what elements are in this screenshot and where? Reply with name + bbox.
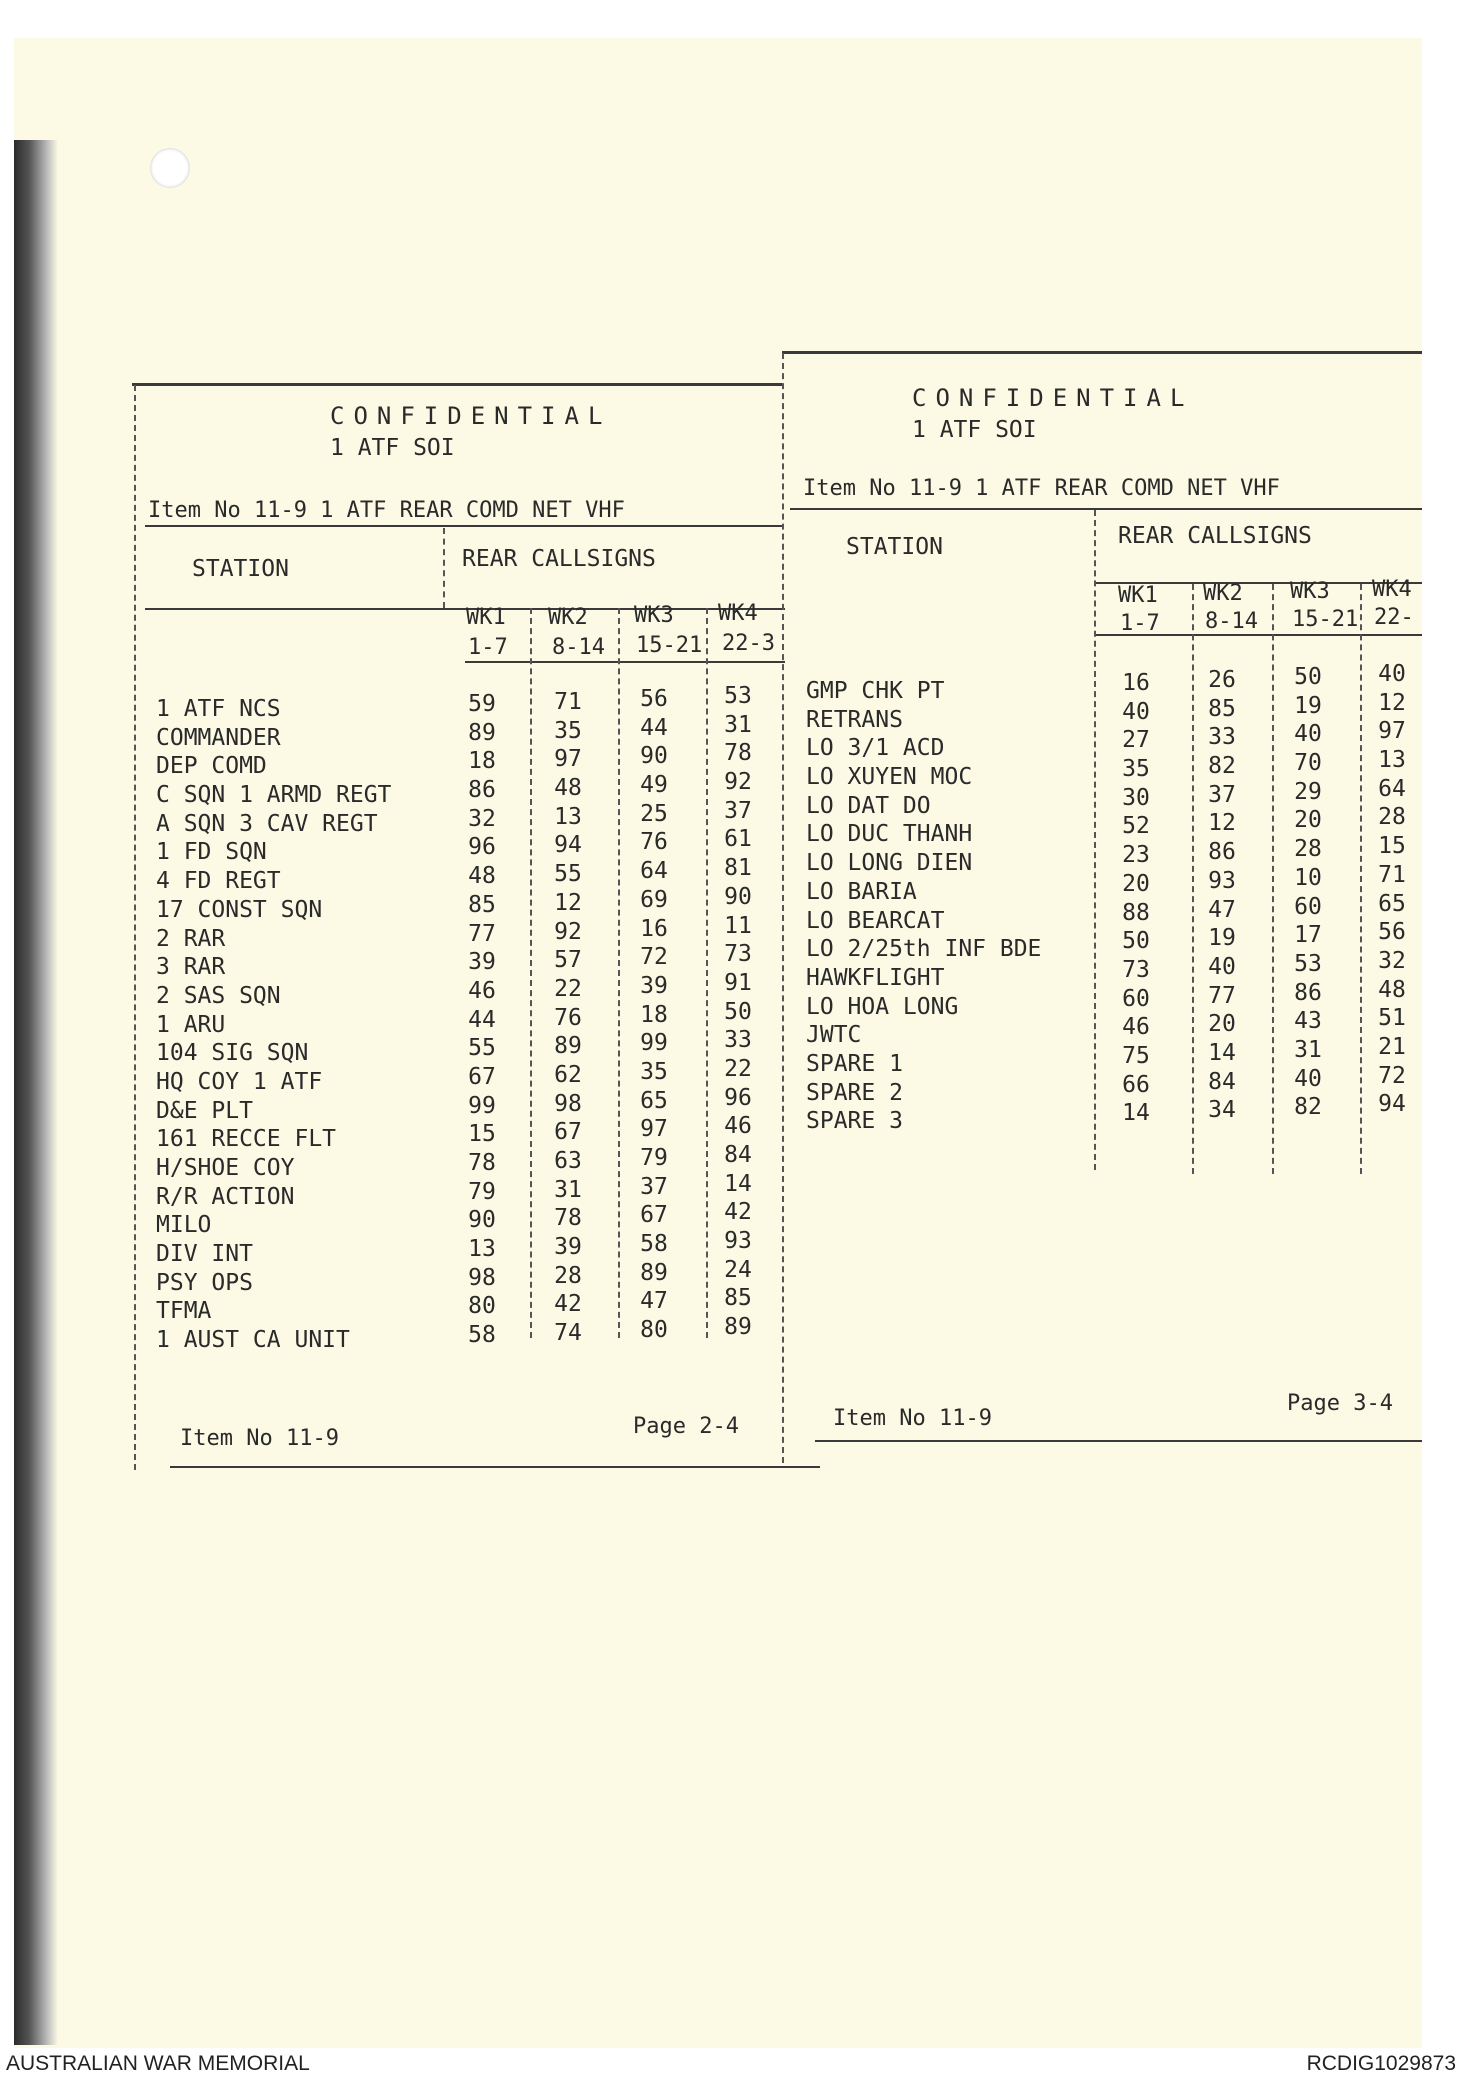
wk3-callsign: 16 — [640, 915, 668, 942]
wk2-callsign: 86 — [1208, 839, 1236, 866]
wk4-callsign: 97 — [1378, 718, 1406, 745]
wk3-callsign: 19 — [1294, 692, 1322, 719]
wk2-callsign: 98 — [554, 1090, 582, 1117]
wk3-callsign-column — [1286, 663, 1330, 1122]
week-days-wk3: 15-21 — [1292, 607, 1359, 632]
punch-hole — [150, 148, 190, 188]
wk1-callsign: 52 — [1122, 813, 1150, 840]
station-row: LO DUC THANH — [806, 821, 973, 848]
station-row: LO LONG DIEN — [806, 850, 973, 877]
wk1-callsign: 96 — [468, 834, 496, 861]
wk2-callsign: 63 — [554, 1148, 582, 1174]
wk4-callsign: 72 — [1378, 1062, 1406, 1089]
station-row: A SQN 3 CAV REGT — [156, 810, 378, 837]
wk4-callsign-column — [716, 682, 760, 1342]
station-list — [806, 677, 1041, 1136]
wk2-callsign: 40 — [1208, 953, 1236, 980]
wk1-callsign: 23 — [1122, 842, 1150, 869]
station-header: STATION — [192, 556, 289, 582]
station-row: 3 RAR — [156, 954, 226, 981]
panel-left-header-rule — [145, 525, 783, 527]
wk1-callsign: 32 — [468, 805, 496, 832]
wk1-callsign: 75 — [1122, 1042, 1150, 1069]
wk4-callsign: 33 — [724, 1027, 752, 1054]
wk3-callsign: 60 — [1294, 893, 1322, 920]
soi-heading: 1 ATF SOI — [912, 417, 1037, 443]
wk2-callsign: 12 — [554, 889, 582, 916]
wk3-callsign: 72 — [640, 944, 668, 971]
station-row: 104 SIG SQN — [156, 1040, 309, 1067]
wk4-callsign: 48 — [1378, 976, 1406, 1003]
station-row: 2 SAS SQN — [156, 982, 281, 1009]
wk3-callsign: 40 — [1294, 1065, 1322, 1092]
station-row: HQ COY 1 ATF — [156, 1068, 323, 1095]
wk2-callsign: 28 — [554, 1262, 582, 1289]
station-row: 2 RAR — [156, 925, 226, 952]
wk3-callsign: 65 — [640, 1087, 668, 1114]
wk4-callsign: 81 — [724, 855, 752, 882]
wk1-callsign: 44 — [468, 1006, 496, 1033]
wk3-callsign: 76 — [640, 829, 668, 856]
wk2-callsign: 37 — [1208, 781, 1236, 808]
confidential-heading: CONFIDENTIAL — [330, 402, 612, 430]
wk3-callsign: 37 — [640, 1173, 668, 1200]
station-row: PSY OPS — [156, 1269, 253, 1296]
wk1-callsign: 48 — [468, 863, 496, 890]
wk2-callsign: 26 — [1208, 667, 1236, 693]
station-row: SPARE 1 — [806, 1050, 903, 1077]
wk2-callsign-column — [546, 688, 590, 1348]
soi-heading: 1 ATF SOI — [330, 435, 455, 461]
wk2-callsign: 76 — [554, 1004, 582, 1031]
wk4-callsign: 71 — [1378, 861, 1406, 888]
station-row: MILO — [156, 1212, 212, 1239]
wk1-callsign: 60 — [1122, 985, 1150, 1012]
wk2-callsign: 71 — [554, 689, 582, 715]
week-label-wk3: WK3 — [634, 603, 674, 628]
wk1-callsign: 77 — [468, 920, 496, 947]
station-row: 1 FD SQN — [156, 839, 267, 866]
station-row: 1 ATF NCS — [156, 696, 281, 722]
wk4-callsign: 14 — [724, 1170, 752, 1197]
item-line: Item No 11-9 1 ATF REAR COMD NET VHF — [803, 476, 1280, 501]
station-row: GMP CHK PT — [806, 678, 945, 704]
wk4-callsign: 89 — [724, 1314, 752, 1341]
page-number: Page 2-4 — [633, 1414, 739, 1439]
wk2-callsign: 89 — [554, 1033, 582, 1060]
panel-left-left-border — [134, 385, 136, 1470]
wk4-callsign: 46 — [724, 1113, 752, 1140]
archive-credit: AUSTRALIAN WAR MEMORIAL — [6, 2052, 310, 2075]
wk3-callsign: 17 — [1294, 922, 1322, 949]
wk1-callsign: 35 — [1122, 756, 1150, 783]
wk4-callsign: 53 — [724, 683, 752, 709]
wk3-callsign: 18 — [640, 1001, 668, 1028]
wk1-callsign: 79 — [468, 1178, 496, 1205]
wk1-callsign: 39 — [468, 949, 496, 976]
station-row: R/R ACTION — [156, 1183, 295, 1210]
panel-right-wk-divider-2 — [1272, 584, 1274, 1174]
callsigns-header: REAR CALLSIGNS — [1118, 523, 1312, 549]
station-row: 161 RECCE FLT — [156, 1126, 337, 1153]
station-row: LO XUYEN MOC — [806, 764, 973, 791]
week-days-wk2: 8-14 — [552, 635, 605, 660]
wk3-callsign: 53 — [1294, 950, 1322, 977]
callsigns-header: REAR CALLSIGNS — [462, 546, 656, 572]
panel-right-bottom-border — [815, 1440, 1422, 1442]
station-row: LO 2/25th INF BDE — [806, 936, 1042, 963]
panel-right-wk-divider-1 — [1192, 584, 1194, 1174]
wk2-callsign: 94 — [554, 832, 582, 859]
wk4-callsign: 21 — [1378, 1033, 1406, 1060]
station-row: 17 CONST SQN — [156, 896, 323, 923]
week-days-wk2: 8-14 — [1205, 609, 1258, 634]
station-row: D&E PLT — [156, 1097, 253, 1124]
wk2-callsign: 33 — [1208, 724, 1236, 751]
week-label-wk1: WK1 — [1118, 583, 1158, 608]
week-days-wk4: 22- — [1374, 605, 1414, 630]
wk1-callsign-column — [1114, 669, 1158, 1128]
wk4-callsign: 64 — [1378, 775, 1406, 802]
wk1-callsign: 88 — [1122, 899, 1150, 926]
station-row: COMMANDER — [156, 724, 281, 751]
wk4-callsign: 22 — [724, 1055, 752, 1082]
week-days-wk1: 1-7 — [1120, 611, 1160, 636]
wk1-callsign: 99 — [468, 1092, 496, 1119]
footer-item-number: Item No 11-9 — [833, 1406, 992, 1431]
wk3-callsign: 49 — [640, 772, 668, 799]
wk3-callsign: 89 — [640, 1259, 668, 1286]
wk3-callsign: 64 — [640, 858, 668, 885]
wk4-callsign: 78 — [724, 740, 752, 767]
wk2-callsign: 31 — [554, 1176, 582, 1203]
station-row: 4 FD REGT — [156, 868, 281, 895]
wk3-callsign: 50 — [1294, 664, 1322, 690]
wk2-callsign: 20 — [1208, 1011, 1236, 1038]
footer-item-number: Item No 11-9 — [180, 1426, 339, 1451]
wk3-callsign: 80 — [640, 1317, 668, 1344]
week-days-wk3: 15-21 — [636, 633, 703, 658]
wk1-callsign: 55 — [468, 1035, 496, 1062]
wk4-callsign: 93 — [724, 1228, 752, 1255]
wk3-callsign: 86 — [1294, 979, 1322, 1006]
wk2-callsign: 13 — [554, 803, 582, 830]
week-label-wk4: WK4 — [1372, 577, 1412, 602]
wk4-callsign: 73 — [724, 941, 752, 968]
panel-right-station-divider — [1094, 510, 1096, 1170]
wk3-callsign: 69 — [640, 886, 668, 913]
wk1-callsign: 18 — [468, 748, 496, 775]
wk1-callsign: 90 — [468, 1207, 496, 1234]
wk4-callsign: 56 — [1378, 919, 1406, 946]
wk3-callsign: 58 — [640, 1231, 668, 1258]
week-label-wk1: WK1 — [466, 605, 506, 630]
station-row: LO HOA LONG — [806, 993, 959, 1020]
wk3-callsign: 25 — [640, 800, 668, 827]
wk2-callsign: 92 — [554, 918, 582, 945]
panel-left-wk-divider-3 — [706, 608, 708, 1338]
wk2-callsign: 57 — [554, 947, 582, 974]
wk3-callsign: 79 — [640, 1145, 668, 1171]
wk3-callsign: 47 — [640, 1288, 668, 1315]
wk4-callsign: 11 — [724, 912, 752, 939]
wk4-callsign: 50 — [724, 998, 752, 1025]
wk4-callsign: 51 — [1378, 1005, 1406, 1032]
wk2-callsign: 12 — [1208, 810, 1236, 837]
wk3-callsign: 70 — [1294, 750, 1322, 777]
station-list — [156, 695, 391, 1355]
panel-left-column-head-rule — [145, 608, 785, 610]
wk2-callsign: 47 — [1208, 896, 1236, 923]
wk2-callsign: 78 — [554, 1205, 582, 1232]
wk2-callsign: 48 — [554, 775, 582, 802]
week-days-wk1: 1-7 — [468, 635, 508, 660]
wk4-callsign: 85 — [724, 1285, 752, 1312]
wk1-callsign: 13 — [468, 1236, 496, 1263]
wk1-callsign: 86 — [468, 777, 496, 804]
station-row: 1 AUST CA UNIT — [156, 1327, 350, 1354]
wk1-callsign: 46 — [1122, 1014, 1150, 1041]
wk4-callsign: 13 — [1378, 747, 1406, 774]
station-row: HAWKFLIGHT — [806, 964, 945, 991]
wk3-callsign: 35 — [640, 1058, 668, 1085]
wk3-callsign: 10 — [1294, 864, 1322, 891]
wk4-callsign: 42 — [724, 1199, 752, 1226]
wk1-callsign: 67 — [468, 1063, 496, 1090]
week-label-wk3: WK3 — [1290, 579, 1330, 604]
wk1-callsign: 59 — [468, 691, 496, 717]
wk2-callsign: 77 — [1208, 982, 1236, 1009]
wk4-callsign: 91 — [724, 969, 752, 996]
wk4-callsign: 92 — [724, 769, 752, 796]
station-row: SPARE 3 — [806, 1108, 903, 1135]
wk4-callsign: 61 — [724, 826, 752, 853]
station-row: DIV INT — [156, 1241, 253, 1268]
item-line: Item No 11-9 1 ATF REAR COMD NET VHF — [148, 498, 625, 523]
wk2-callsign: 39 — [554, 1234, 582, 1261]
wk1-callsign-column — [460, 690, 504, 1350]
station-row: H/SHOE COY — [156, 1155, 295, 1181]
station-row: TFMA — [156, 1298, 212, 1325]
wk3-callsign: 90 — [640, 743, 668, 770]
station-row: LO BEARCAT — [806, 907, 945, 934]
station-row: C SQN 1 ARMD REGT — [156, 782, 392, 809]
wk3-callsign: 44 — [640, 714, 668, 741]
wk1-callsign: 66 — [1122, 1071, 1150, 1098]
wk3-callsign: 28 — [1294, 836, 1322, 863]
wk4-callsign: 28 — [1378, 804, 1406, 831]
panel-left-week-rule — [465, 661, 785, 663]
wk2-callsign: 22 — [554, 975, 582, 1002]
week-label-wk2: WK2 — [1203, 581, 1243, 606]
wk1-callsign: 73 — [1122, 956, 1150, 983]
wk3-callsign: 56 — [640, 686, 668, 712]
scan-edge-shadow — [14, 140, 58, 2045]
wk2-callsign: 93 — [1208, 867, 1236, 894]
station-header: STATION — [846, 534, 943, 560]
wk4-callsign: 15 — [1378, 833, 1406, 860]
wk1-callsign: 58 — [468, 1322, 496, 1349]
wk3-callsign: 20 — [1294, 807, 1322, 834]
panel-right-wk-divider-3 — [1360, 584, 1362, 1174]
panel-left-top-border — [132, 383, 782, 386]
wk1-callsign: 20 — [1122, 870, 1150, 897]
archive-reference: RCDIG1029873 — [1306, 2052, 1456, 2075]
panel-right-left-border — [782, 353, 784, 1463]
wk1-callsign: 89 — [468, 719, 496, 746]
wk4-callsign: 94 — [1378, 1091, 1406, 1118]
wk1-callsign: 98 — [468, 1264, 496, 1291]
wk1-callsign: 78 — [468, 1150, 496, 1176]
wk2-callsign: 82 — [1208, 753, 1236, 780]
wk2-callsign: 85 — [1208, 695, 1236, 722]
confidential-heading: CONFIDENTIAL — [912, 384, 1194, 412]
wk2-callsign: 97 — [554, 746, 582, 773]
panel-left-wk-divider-1 — [530, 608, 532, 1338]
wk2-callsign: 42 — [554, 1291, 582, 1318]
station-row: DEP COMD — [156, 753, 267, 780]
wk4-callsign: 65 — [1378, 890, 1406, 917]
wk3-callsign: 31 — [1294, 1036, 1322, 1063]
week-label-wk4: WK4 — [718, 601, 758, 626]
station-row: JWTC — [806, 1022, 862, 1049]
week-days-wk4: 22-3 — [722, 631, 775, 656]
wk1-callsign: 15 — [468, 1121, 496, 1148]
wk1-callsign: 14 — [1122, 1100, 1150, 1127]
wk2-callsign: 74 — [554, 1320, 582, 1347]
wk1-callsign: 27 — [1122, 727, 1150, 754]
wk3-callsign: 67 — [640, 1202, 668, 1229]
wk1-callsign: 46 — [468, 977, 496, 1004]
wk4-callsign: 31 — [724, 711, 752, 738]
wk4-callsign: 37 — [724, 797, 752, 824]
panel-right-header-rule — [790, 508, 1422, 510]
week-label-wk2: WK2 — [548, 605, 588, 630]
wk3-callsign: 39 — [640, 972, 668, 999]
wk4-callsign: 32 — [1378, 947, 1406, 974]
station-row: RETRANS — [806, 706, 903, 733]
station-row: LO DAT DO — [806, 792, 931, 819]
wk4-callsign: 90 — [724, 883, 752, 910]
wk2-callsign-column — [1200, 666, 1244, 1125]
wk1-callsign: 85 — [468, 891, 496, 918]
wk4-callsign: 96 — [724, 1084, 752, 1111]
wk4-callsign-column — [1370, 660, 1414, 1119]
wk1-callsign: 16 — [1122, 670, 1150, 696]
wk2-callsign: 34 — [1208, 1097, 1236, 1124]
wk2-callsign: 67 — [554, 1119, 582, 1146]
panel-left-station-divider — [443, 528, 445, 608]
wk2-callsign: 55 — [554, 861, 582, 888]
wk1-callsign: 80 — [468, 1293, 496, 1320]
wk2-callsign: 14 — [1208, 1039, 1236, 1066]
station-row: LO 3/1 ACD — [806, 735, 945, 762]
wk3-callsign: 29 — [1294, 778, 1322, 805]
wk3-callsign: 97 — [640, 1116, 668, 1143]
wk4-callsign: 24 — [724, 1256, 752, 1283]
station-row: SPARE 2 — [806, 1079, 903, 1106]
wk4-callsign: 40 — [1378, 661, 1406, 687]
wk4-callsign: 84 — [724, 1142, 752, 1168]
wk1-callsign: 50 — [1122, 928, 1150, 955]
wk3-callsign: 82 — [1294, 1094, 1322, 1121]
wk3-callsign-column — [632, 685, 676, 1345]
wk3-callsign: 43 — [1294, 1008, 1322, 1035]
wk2-callsign: 19 — [1208, 925, 1236, 952]
wk4-callsign: 12 — [1378, 689, 1406, 716]
wk1-callsign: 40 — [1122, 698, 1150, 725]
wk2-callsign: 84 — [1208, 1068, 1236, 1095]
wk3-callsign: 99 — [640, 1030, 668, 1057]
panel-right-top-border — [782, 351, 1422, 354]
station-row: 1 ARU — [156, 1011, 226, 1038]
panel-left-bottom-border — [170, 1466, 820, 1468]
wk3-callsign: 40 — [1294, 721, 1322, 748]
page-number: Page 3-4 — [1287, 1391, 1393, 1416]
wk1-callsign: 30 — [1122, 784, 1150, 811]
wk2-callsign: 35 — [554, 717, 582, 744]
wk2-callsign: 62 — [554, 1061, 582, 1088]
panel-left-wk-divider-2 — [618, 608, 620, 1338]
station-row: LO BARIA — [806, 878, 917, 905]
